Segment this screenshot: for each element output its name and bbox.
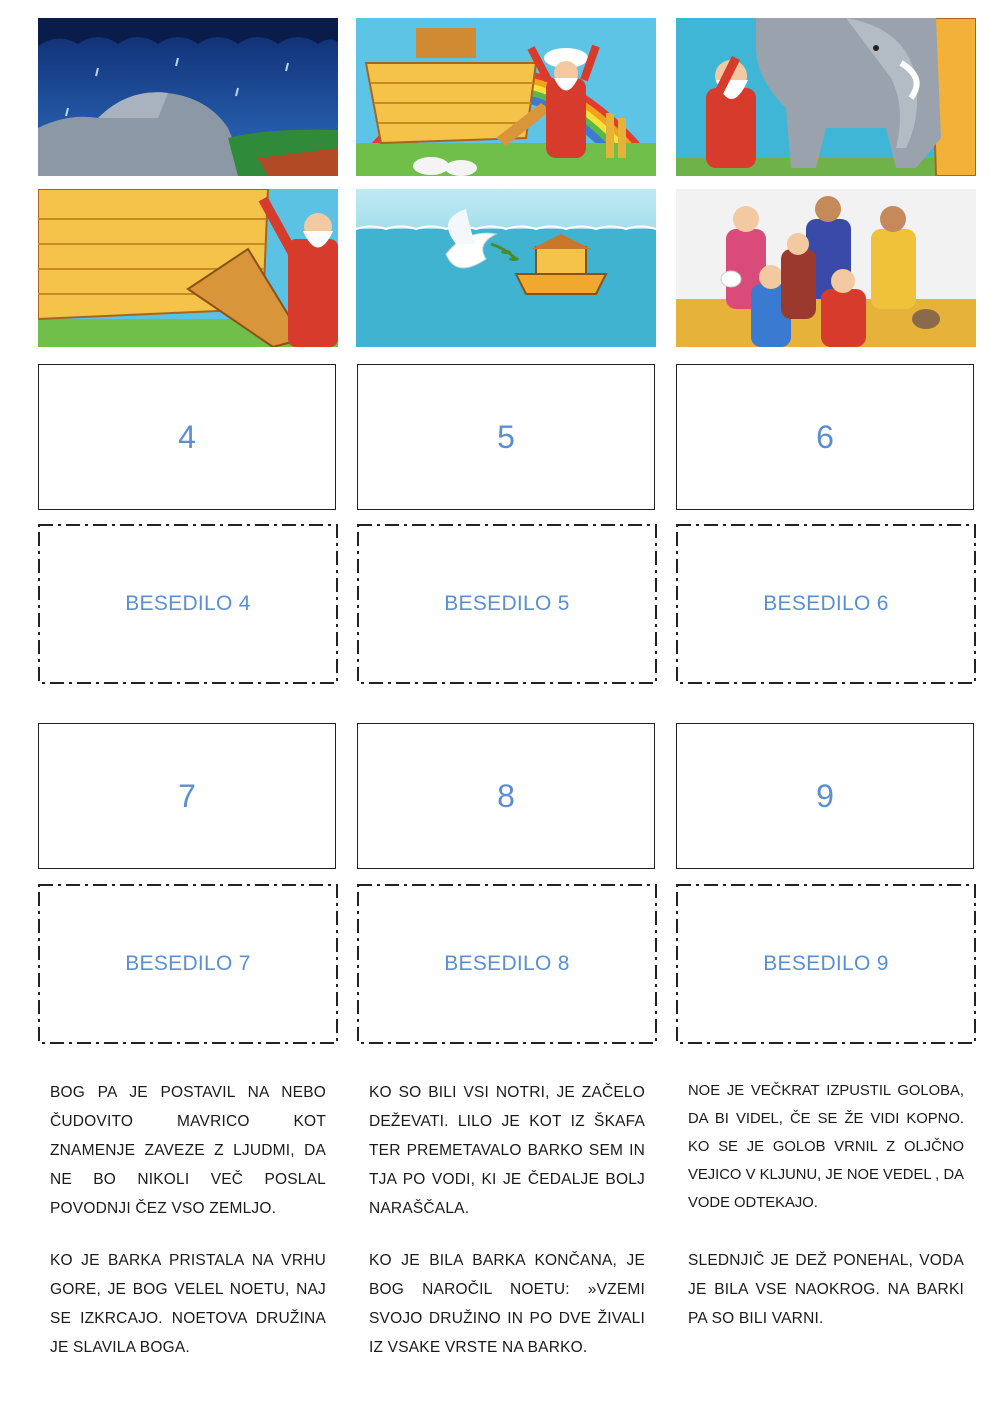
- number-box-9: 9: [676, 723, 974, 869]
- number-box-6: 6: [676, 364, 974, 510]
- number-box-4: 4: [38, 364, 336, 510]
- text-box-6: [676, 524, 976, 684]
- text-box-5: [357, 524, 657, 684]
- text-box-label: BESEDILO 6: [763, 592, 889, 615]
- story-paragraph-dove: NOE JE VEČKRAT IZPUSTIL GOLOBA, DA BI VIDEL, ČE SE ŽE VIDI KOPNO. KO SE JE GOLOB VRNIL Z OLJČNO VEJICO V KLJUNU, JE NOE VEDEL , DA VODE ODTEKAJO.: [688, 1083, 964, 1211]
- story-paragraph-rain: KO SO BILI VSI NOTRI, JE ZAČELO DEŽEVATI. LILO JE KOT IZ ŠKAFA TER PREMETAVALO BARKO SEM IN TJA PO VODI, KI JE ČEDALJE BOLJ NARAŠČALA.: [369, 1084, 645, 1217]
- number-box-7: 7: [38, 723, 336, 869]
- story-paragraph-rainbow: BOG PA JE POSTAVIL NA NEBO ČUDOVITO MAVRICO KOT ZNAMENJE ZAVEZE Z LJUDMI, DA NE BO NIKOLI VEČ POSLAL POVODNJI ČEZ VSO ZEMLJO.: [50, 1084, 326, 1217]
- dash-dot-border: [38, 524, 338, 684]
- text-box-4: [38, 524, 338, 684]
- number-box-5: 5: [357, 364, 655, 510]
- text-box-label: BESEDILO 7: [125, 952, 251, 975]
- picture-noah-ark-rainbow: [356, 18, 656, 176]
- story-paragraph-landing: KO JE BARKA PRISTALA NA VRHU GORE, JE BOG VELEL NOETU, NAJ SE IZKRCAJO. NOETOVA DRUŽINA JE SLAVILA BOGA.: [50, 1252, 326, 1356]
- text-box-9: [676, 884, 976, 1044]
- number-box-8: 8: [357, 723, 655, 869]
- story-paragraph-rain-stopped: SLEDNJIČ JE DEŽ PONEHAL, VODA JE BILA VSE NAOKROG. NA BARKI PA SO BILI VARNI.: [688, 1252, 964, 1327]
- text-box-8: [357, 884, 657, 1044]
- dash-dot-border: [676, 524, 976, 684]
- picture-family-praising: [676, 189, 976, 347]
- story-paragraph-boarding: KO JE BILA BARKA KONČANA, JE BOG NAROČIL NOETU: »VZEMI SVOJO DRUŽINO IN PO DVE ŽIVALI IZ VSAKE VRSTE NA BARKO.: [369, 1252, 645, 1356]
- text-box-label: BESEDILO 4: [125, 592, 251, 615]
- dash-dot-border: [357, 884, 657, 1044]
- text-box-label: BESEDILO 5: [444, 592, 570, 615]
- text-box-label: BESEDILO 8: [444, 952, 570, 975]
- picture-ark-ramp-noah: [38, 189, 338, 347]
- picture-dove-with-olive-branch: [356, 189, 656, 347]
- text-box-7: [38, 884, 338, 1044]
- dash-dot-border: [676, 884, 976, 1044]
- dash-dot-border: [38, 884, 338, 1044]
- text-box-label: BESEDILO 9: [763, 952, 889, 975]
- dash-dot-border: [357, 524, 657, 684]
- picture-noah-with-elephant: [676, 18, 976, 176]
- picture-rain-over-mountain: [38, 18, 338, 176]
